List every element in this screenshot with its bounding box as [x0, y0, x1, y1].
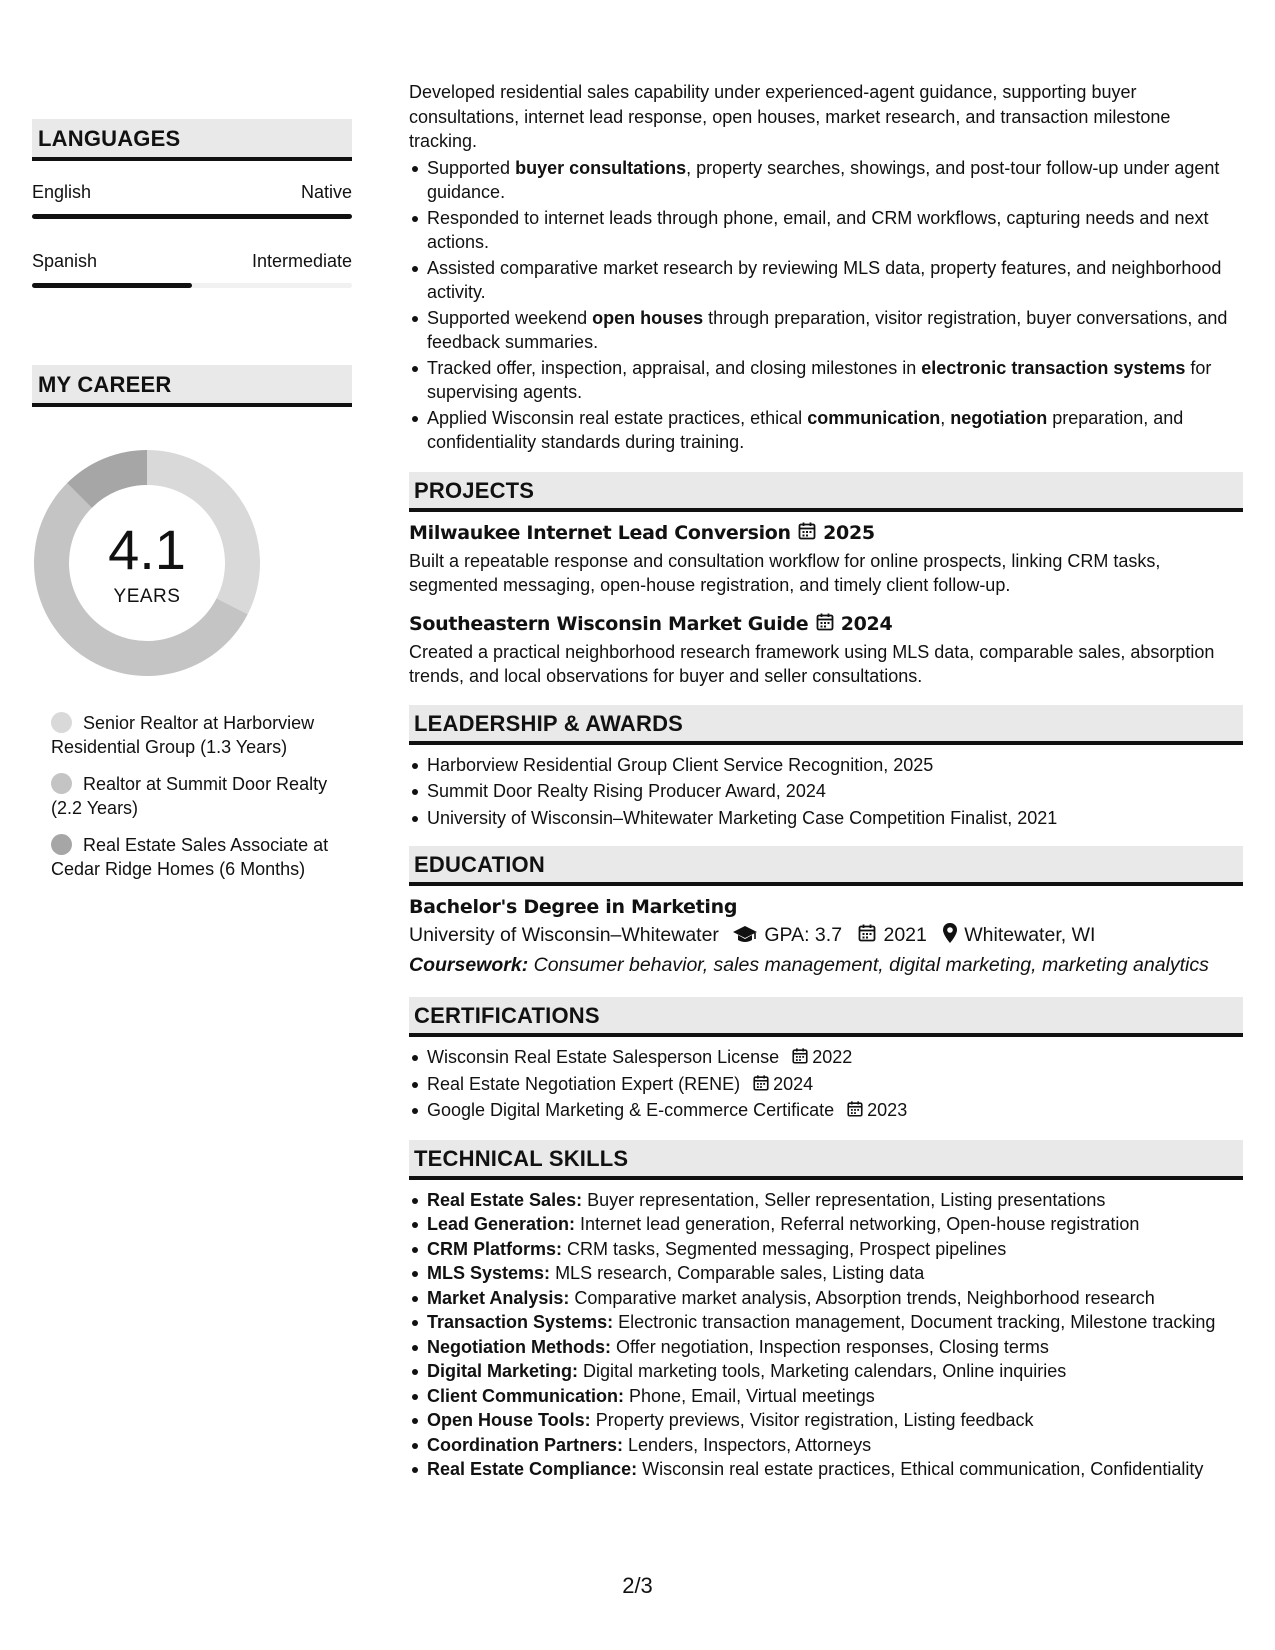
project-item — [409, 611, 1243, 689]
skill-item: Market Analysis: Comparative market analysis, Absorption trends, Neighborhood research — [409, 1286, 1243, 1311]
degree-title: Bachelor's Degree in Marketing — [409, 896, 738, 918]
career-legend — [51, 711, 341, 894]
language-name: Spanish — [32, 251, 98, 271]
language-proficiency-bar — [32, 283, 352, 288]
project-year: 2025 — [823, 521, 875, 544]
experience-summary: Developed residential sales capability under experienced-agent guidance, supporting buyer consultations, internet lead response, open houses, market research, and transaction milestone tracking. — [409, 82, 1171, 151]
certifications-list — [409, 1045, 1243, 1123]
career-legend-item — [51, 772, 341, 820]
skill-item: Real Estate Compliance: Wisconsin real estate practices, Ethical communication, Confidentiality — [409, 1457, 1243, 1482]
calendar-icon — [846, 1100, 864, 1118]
skill-item: Negotiation Methods: Offer negotiation, Inspection responses, Closing terms — [409, 1335, 1243, 1360]
coursework-list: Consumer behavior, sales management, digital marketing, marketing analytics — [533, 954, 1209, 976]
career-role-label: Senior Realtor at Harborview Residential Group (1.3 Years) — [51, 713, 315, 757]
career-total-unit: YEARS — [113, 586, 181, 607]
language-level: Intermediate — [251, 251, 352, 271]
calendar-icon — [857, 923, 877, 943]
language-proficiency-bar — [32, 214, 352, 219]
skill-item: MLS Systems: MLS research, Comparable sales, Listing data — [409, 1261, 1243, 1286]
coursework-label: Coursework: — [409, 954, 529, 976]
school-name: University of Wisconsin–Whitewater — [409, 924, 719, 946]
leadership-heading: LEADERSHIP & AWARDS — [409, 705, 1243, 745]
graduation-year: 2021 — [883, 924, 927, 946]
gpa: GPA: 3.7 — [764, 924, 843, 946]
project-description: Built a repeatable response and consultation workflow for online prospects, linking CRM tasks, segmented messaging, open-house registration, and timely client follow-up. — [409, 550, 1161, 595]
main-content — [409, 80, 1243, 1482]
skill-item: Transaction Systems: Electronic transaction management, Document tracking, Milestone tracking — [409, 1310, 1243, 1335]
experience-bullet: Assisted comparative market research by reviewing MLS data, property features, and neighborhood activity. — [409, 256, 1243, 305]
language-row-english — [32, 182, 352, 252]
skills-list — [409, 1188, 1243, 1482]
coursework — [409, 950, 1243, 980]
experience-bullet: Tracked offer, inspection, appraisal, and closing milestones in electronic transaction systems for supervising agents. — [409, 356, 1243, 405]
project-year: 2024 — [840, 612, 893, 635]
languages-heading: LANGUAGES — [32, 119, 352, 161]
calendar-icon — [752, 1074, 770, 1092]
language-proficiency-fill — [32, 283, 192, 288]
education-heading: EDUCATION — [409, 846, 1243, 886]
calendar-icon — [791, 1047, 809, 1065]
experience-bullet: Responded to internet leads through phone, email, and CRM workflows, capturing needs and next actions. — [409, 206, 1243, 255]
experience-bullets — [409, 156, 1243, 455]
language-row-spanish — [32, 251, 352, 321]
certifications-heading: CERTIFICATIONS — [409, 997, 1243, 1037]
career-legend-item — [51, 833, 341, 881]
skill-item: Coordination Partners: Lenders, Inspectors, Attorneys — [409, 1433, 1243, 1458]
language-proficiency-fill — [32, 214, 352, 219]
skill-item: Open House Tools: Property previews, Visitor registration, Listing feedback — [409, 1408, 1243, 1433]
legend-dot — [51, 773, 72, 794]
certification-item: Wisconsin Real Estate Salesperson License 2022 — [409, 1045, 1243, 1070]
location-pin-icon — [942, 922, 958, 944]
experience-bullet: Applied Wisconsin real estate practices, ethical communication, negotiation preparation, and confidentiality standards during training. — [409, 406, 1243, 455]
project-title: Southeastern Wisconsin Market Guide 2024 — [409, 612, 893, 635]
skill-item: Lead Generation: Internet lead generation, Referral networking, Open-house registration — [409, 1212, 1243, 1237]
certification-item: Google Digital Marketing & E-commerce Certificate 2023 — [409, 1098, 1243, 1123]
skill-item: CRM Platforms: CRM tasks, Segmented messaging, Prospect pipelines — [409, 1237, 1243, 1262]
leadership-item: University of Wisconsin–Whitewater Marketing Case Competition Finalist, 2021 — [409, 806, 1243, 831]
language-name: English — [32, 182, 92, 202]
leadership-list — [409, 753, 1243, 831]
skill-item: Real Estate Sales: Buyer representation, Seller representation, Listing presentations — [409, 1188, 1243, 1213]
career-heading: MY CAREER — [32, 365, 352, 407]
leadership-item: Summit Door Realty Rising Producer Award, 2024 — [409, 779, 1243, 804]
school-location: Whitewater, WI — [964, 924, 1096, 946]
project-title: Milwaukee Internet Lead Conversion 2025 — [409, 521, 875, 544]
project-item — [409, 520, 1243, 598]
legend-dot — [51, 834, 72, 855]
skills-heading: TECHNICAL SKILLS — [409, 1140, 1243, 1180]
experience-bullet: Supported buyer consultations, property searches, showings, and post-tour follow-up under agent guidance. — [409, 156, 1243, 205]
career-role-label: Realtor at Summit Door Realty (2.2 Years) — [51, 774, 328, 818]
page-number: 2/3 — [622, 1573, 653, 1598]
education-details — [409, 920, 1243, 950]
career-role-label: Real Estate Sales Associate at Cedar Ridge Homes (6 Months) — [51, 835, 329, 879]
calendar-icon — [815, 612, 835, 632]
career-legend-item — [51, 711, 341, 759]
projects-heading: PROJECTS — [409, 472, 1243, 512]
experience-bullet: Supported weekend open houses through preparation, visitor registration, buyer conversations, and feedback summaries. — [409, 306, 1243, 355]
calendar-icon — [797, 521, 817, 541]
career-total-value: 4.1 — [108, 518, 186, 581]
project-description: Created a practical neighborhood research framework using MLS data, comparable sales, absorption trends, and local observations for buyer and seller consultations. — [409, 641, 1215, 686]
legend-dot — [51, 712, 72, 733]
skill-item: Digital Marketing: Digital marketing tools, Marketing calendars, Online inquiries — [409, 1359, 1243, 1384]
certification-item: Real Estate Negotiation Expert (RENE) 2024 — [409, 1072, 1243, 1097]
graduation-cap-icon — [732, 924, 758, 944]
skill-item: Client Communication: Phone, Email, Virtual meetings — [409, 1384, 1243, 1409]
leadership-item: Harborview Residential Group Client Service Recognition, 2025 — [409, 753, 1243, 778]
language-level: Native — [300, 182, 352, 202]
